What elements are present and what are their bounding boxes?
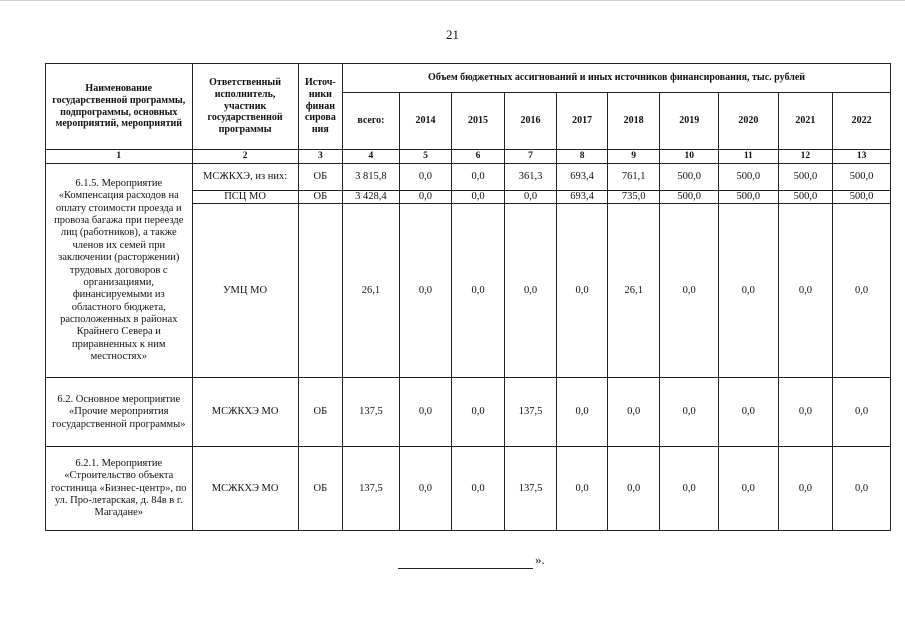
- row-source: ОБ: [298, 447, 342, 531]
- budget-table: [45, 63, 891, 531]
- row-value: 0,0: [660, 204, 719, 378]
- table-row: [46, 378, 891, 447]
- row-value: 0,0: [660, 378, 719, 447]
- header-year: 2015: [452, 93, 505, 150]
- column-number: 13: [833, 150, 891, 164]
- row-value: 0,0: [778, 378, 833, 447]
- header-executor: Ответственный исполнитель, участник государственной программы: [192, 64, 298, 150]
- row-executor: МСЖКХЭ МО: [192, 447, 298, 531]
- header-year: 2020: [719, 93, 779, 150]
- column-number: 5: [399, 150, 452, 164]
- row-source: ОБ: [298, 191, 342, 204]
- row-value: 0,0: [778, 204, 833, 378]
- column-number: 10: [660, 150, 719, 164]
- row-value: 0,0: [607, 447, 660, 531]
- row-value: 0,0: [452, 191, 505, 204]
- row-value: 693,4: [557, 164, 608, 191]
- row-value: 26,1: [607, 204, 660, 378]
- row-value: 0,0: [719, 204, 779, 378]
- row-value: 500,0: [778, 164, 833, 191]
- row-value: 0,0: [452, 164, 505, 191]
- row-value: 735,0: [607, 191, 660, 204]
- column-number: 6: [452, 150, 505, 164]
- row-value: 500,0: [719, 191, 779, 204]
- header-year: 2022: [833, 93, 891, 150]
- row-value: 0,0: [660, 447, 719, 531]
- row-value: 26,1: [343, 204, 400, 378]
- row-value: 0,0: [399, 191, 452, 204]
- column-number: 2: [192, 150, 298, 164]
- row-value: 137,5: [504, 447, 557, 531]
- row-value: 761,1: [607, 164, 660, 191]
- row-value: 0,0: [833, 447, 891, 531]
- row-value: 500,0: [660, 164, 719, 191]
- header-name: Наименование государственной программы, подпрограммы, основных мероприятий, мероприятий: [46, 64, 193, 150]
- header-year: 2016: [504, 93, 557, 150]
- row-value: 137,5: [343, 378, 400, 447]
- row-executor: УМЦ МО: [192, 204, 298, 378]
- row-value: 0,0: [399, 378, 452, 447]
- row-value: 500,0: [719, 164, 779, 191]
- header-year: 2017: [557, 93, 608, 150]
- header-year: 2018: [607, 93, 660, 150]
- row-value: 0,0: [719, 378, 779, 447]
- column-number: 4: [343, 150, 400, 164]
- row-value: 361,3: [504, 164, 557, 191]
- row-value: 0,0: [557, 204, 608, 378]
- column-number: 8: [557, 150, 608, 164]
- row-value: 0,0: [833, 378, 891, 447]
- header-year: 2014: [399, 93, 452, 150]
- row-value: 0,0: [719, 447, 779, 531]
- row-value: 500,0: [833, 164, 891, 191]
- footer-closing-quote: ».: [535, 552, 545, 567]
- row-value: 0,0: [452, 378, 505, 447]
- page-number: 21: [446, 27, 459, 42]
- row-source: [298, 204, 342, 378]
- row-executor: МСЖКХЭ МО: [192, 378, 298, 447]
- row-executor: ПСЦ МО: [192, 191, 298, 204]
- column-number: 12: [778, 150, 833, 164]
- header-year: 2021: [778, 93, 833, 150]
- header-total: всего:: [343, 93, 400, 150]
- row-source: ОБ: [298, 378, 342, 447]
- row-value: 0,0: [399, 204, 452, 378]
- column-number: 3: [298, 150, 342, 164]
- column-number: 9: [607, 150, 660, 164]
- row-value: 137,5: [504, 378, 557, 447]
- row-value: 0,0: [833, 204, 891, 378]
- row-name: 6.2. Основное мероприятие «Прочие мероприятия государственной программы»: [46, 378, 193, 447]
- column-numbers-row: [46, 150, 891, 164]
- row-name: 6.1.5. Мероприятие «Компенсация расходов на оплату стоимости проезда и провоза багажа при переезде лиц (работников), а также членов их семей при заключении (расторжении) трудовых договоров с организациями, финансируемыми из областного бюджета, расположенных в районах Крайнего Севера и приравненных к ним местностях»: [46, 164, 193, 378]
- header-year: 2019: [660, 93, 719, 150]
- row-value: 500,0: [778, 191, 833, 204]
- row-value: 0,0: [778, 447, 833, 531]
- table-row: [46, 447, 891, 531]
- column-number: 11: [719, 150, 779, 164]
- row-value: 3 815,8: [343, 164, 400, 191]
- row-value: 0,0: [399, 447, 452, 531]
- column-number: 1: [46, 150, 193, 164]
- row-executor: МСЖКХЭ, из них:: [192, 164, 298, 191]
- row-source: ОБ: [298, 164, 342, 191]
- row-name: 6.2.1. Мероприятие «Строительство объекта гостиница «Бизнес-центр», по ул. Про-летарская, д. 84в в г. Магадане»: [46, 447, 193, 531]
- top-rule: [0, 0, 905, 1]
- row-value: 137,5: [343, 447, 400, 531]
- row-value: 0,0: [557, 378, 608, 447]
- footer-underline: [398, 556, 533, 569]
- row-value: 0,0: [452, 447, 505, 531]
- header-volume: Объем бюджетных ассигнований и иных источников финансирования, тыс. рублей: [343, 64, 891, 93]
- row-value: 500,0: [660, 191, 719, 204]
- table-row: [46, 164, 891, 191]
- column-number: 7: [504, 150, 557, 164]
- row-value: 693,4: [557, 191, 608, 204]
- row-value: 0,0: [452, 204, 505, 378]
- header-source: Источ-ники финан сирова ния: [298, 64, 342, 150]
- row-value: 3 428,4: [343, 191, 400, 204]
- row-value: 500,0: [833, 191, 891, 204]
- row-value: 0,0: [557, 447, 608, 531]
- row-value: 0,0: [607, 378, 660, 447]
- row-value: 0,0: [399, 164, 452, 191]
- row-value: 0,0: [504, 191, 557, 204]
- row-value: 0,0: [504, 204, 557, 378]
